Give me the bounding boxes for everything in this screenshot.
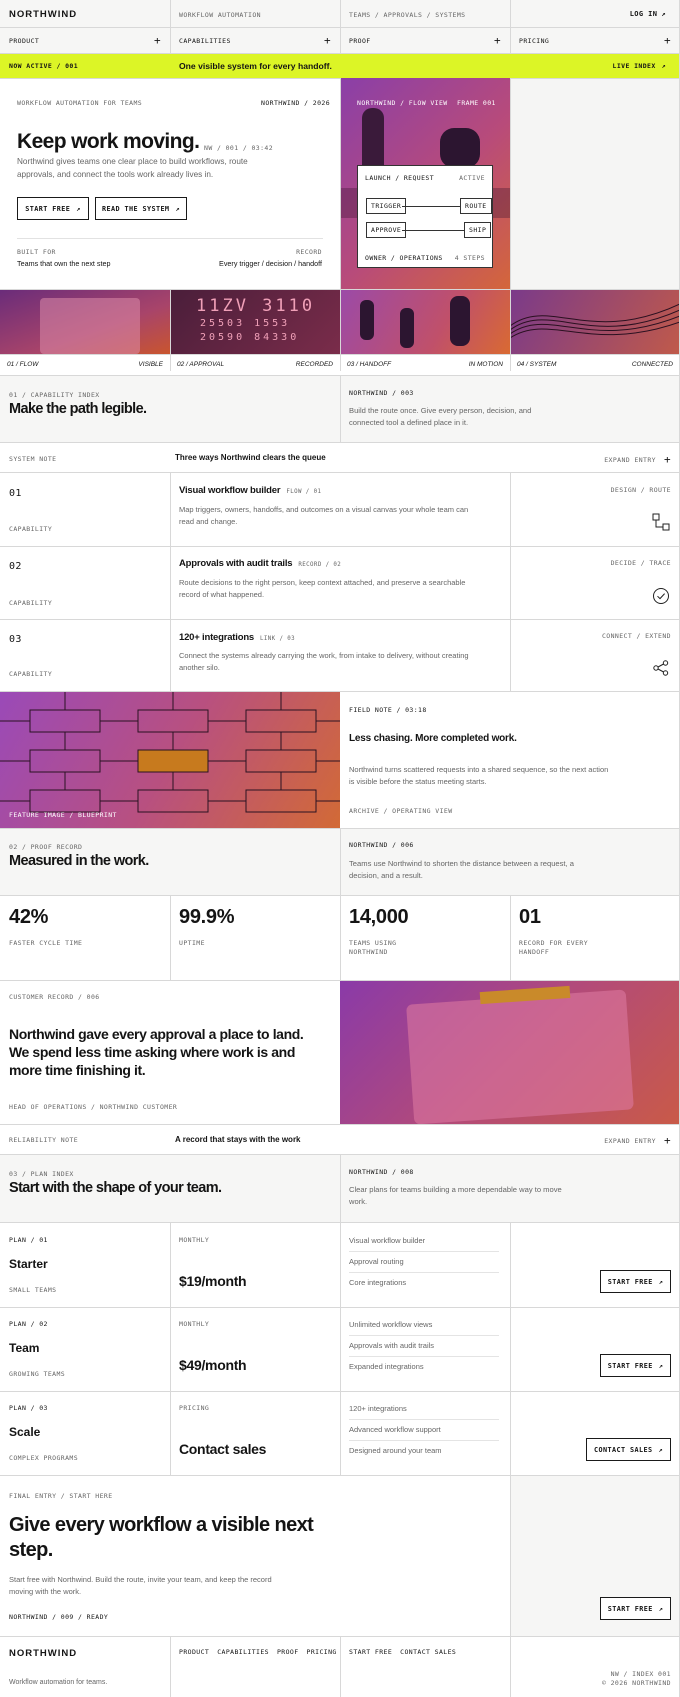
flow-card-status: ACTIVE [459, 174, 485, 182]
live-index-link[interactable] [613, 62, 666, 70]
hero-image-caption [357, 99, 448, 107]
plan-feature: Approvals with audit trails [349, 1341, 435, 1350]
footer-link-product[interactable]: PRODUCT [179, 1648, 210, 1656]
plus-icon: + [663, 1134, 671, 1147]
feature-image-caption: FEATURE IMAGE / BLUEPRINT [9, 811, 117, 819]
plan-audience: COMPLEX PROGRAMS [9, 1454, 79, 1462]
built-for-label: BUILT FOR [17, 248, 56, 256]
nav-link-workflow[interactable]: WORKFLOW AUTOMATION [179, 11, 261, 19]
pricing-title: Start with the shape of your team. [9, 1180, 222, 1196]
folder-shape [40, 298, 140, 354]
strip-caption-left: 01 / FLOW [7, 361, 39, 368]
plan-feature: Visual workflow builder [349, 1236, 426, 1245]
capability-verb: CONNECT / EXTEND [601, 632, 671, 640]
flow-card-steps: 4 STEPS [454, 254, 485, 262]
capability-tag: CAPABILITY [9, 670, 53, 678]
capability-title-text: Visual workflow builder [179, 485, 281, 496]
capabilities-meta: NORTHWIND / 003 [349, 389, 414, 397]
stat-value: 14,000 [349, 906, 409, 928]
arrow-icon: ↗ [658, 1361, 664, 1370]
pricing-meta: NORTHWIND / 008 [349, 1168, 414, 1176]
expand-entry-button[interactable] [604, 453, 671, 466]
banner-status: NOW ACTIVE / 001 [9, 62, 79, 70]
stat-label: FASTER CYCLE TIME [9, 939, 83, 947]
plus-icon: + [663, 34, 671, 47]
plus-icon: + [493, 34, 501, 47]
capability-number: 01 [9, 488, 22, 499]
plan-code: PLAN / 02 [9, 1320, 48, 1328]
blueprint-diagram [0, 692, 340, 828]
plan-audience: SMALL TEAMS [9, 1286, 57, 1294]
capability-code: FLOW / 01 [286, 489, 322, 495]
strip-caption-right: RECORDED [295, 361, 333, 368]
capability-code: LINK / 03 [260, 636, 296, 642]
contact-sales-button[interactable] [586, 1438, 671, 1461]
plan-feature: Approval routing [349, 1257, 404, 1266]
sign-text: 11ZV 3110 [196, 296, 316, 316]
stat-value: 01 [519, 906, 541, 928]
arrow-icon: ↗ [661, 10, 666, 18]
caption-left: NORTHWIND / FLOW VIEW [357, 99, 448, 107]
proof-meta: NORTHWIND / 006 [349, 841, 414, 849]
nav-link-teams[interactable]: TEAMS / APPROVALS / SYSTEMS [349, 11, 466, 19]
final-eyebrow: FINAL ENTRY / START HERE [9, 1492, 113, 1500]
footer-links-a [179, 1648, 337, 1656]
plus-icon: + [323, 34, 331, 47]
capability-description: Route decisions to the right person, keep context attached, and preserve a searchable record of what happened. [179, 578, 466, 599]
plan-cta-label: CONTACT SALES [594, 1445, 653, 1454]
footer-link-proof[interactable]: PROOF [276, 1648, 299, 1656]
plan-period: MONTHLY [179, 1320, 210, 1328]
capability-tag: CAPABILITY [9, 599, 53, 607]
pricing-eyebrow: 03 / PLAN INDEX [9, 1170, 74, 1178]
capability-verb: DESIGN / ROUTE [610, 486, 671, 494]
route-icon [652, 513, 670, 531]
capability-title-text: 120+ integrations [179, 632, 255, 643]
strip-caption-2 [177, 361, 333, 368]
announcement-banner [0, 54, 680, 78]
start-free-label: START FREE [25, 204, 71, 213]
menu-pricing[interactable] [519, 34, 671, 47]
capability-verb: DECIDE / TRACE [610, 559, 671, 567]
strip-caption-3 [347, 361, 503, 368]
reliability-note-text: A record that stays with the work [175, 1135, 301, 1144]
record-label: RECORD [296, 248, 322, 256]
read-system-button[interactable] [95, 197, 187, 220]
capabilities-title: Make the path legible. [9, 401, 147, 417]
plan-feature: 120+ integrations [349, 1404, 407, 1413]
final-body: Start free with Northwind. Build the route, invite your team, and keep the record moving with the work. [9, 1575, 272, 1596]
banner-headline: One visible system for every handoff. [179, 61, 332, 71]
flow-card-owner: OWNER / OPERATIONS [365, 254, 443, 262]
plan-row-scale [0, 1392, 680, 1475]
plan-price: $49/month [179, 1357, 247, 1373]
plan-code: PLAN / 01 [9, 1236, 48, 1244]
plan-row-team [0, 1308, 680, 1392]
plan-name: Team [9, 1341, 40, 1355]
system-note-label: SYSTEM NOTE [9, 455, 57, 463]
feature-body: Northwind turns scattered requests into a shared sequence, so the next action is visible before the status meeting starts. [349, 765, 609, 786]
flow-card[interactable] [357, 165, 493, 268]
read-system-label: READ THE SYSTEM [102, 204, 170, 213]
plan-start-free-button[interactable] [600, 1354, 671, 1377]
flow-card-title: LAUNCH / REQUEST [365, 174, 435, 182]
footer-link-capabilities[interactable]: CAPABILITIES [217, 1648, 269, 1656]
pricing-body: Clear plans for teams building a more dependable way to move work. [349, 1185, 562, 1206]
built-for-value: Teams that own the next step [17, 259, 111, 268]
arrow-icon: ↗ [175, 204, 180, 213]
plan-feature: Core integrations [349, 1278, 407, 1287]
stat-label: UPTIME [179, 939, 205, 947]
flow-node-approve[interactable]: APPROVE [366, 222, 406, 238]
share-icon [652, 659, 670, 677]
capability-row[interactable] [0, 620, 680, 691]
expand-label: EXPAND ENTRY [604, 1136, 656, 1145]
capability-description: Map triggers, owners, handoffs, and outcomes on a visual canvas your whole team can read and change. [179, 505, 469, 526]
footer-link-contact-sales[interactable]: CONTACT SALES [400, 1648, 457, 1656]
testimonial-image [340, 981, 680, 1124]
strip-caption-left: 02 / APPROVAL [177, 361, 225, 368]
footer-links-b [349, 1648, 456, 1656]
plan-start-free-button[interactable] [600, 1270, 671, 1293]
arrow-icon: ↗ [661, 62, 666, 70]
final-title: Give every workflow a visible next step. [9, 1514, 314, 1561]
system-note-text: Three ways Northwind clears the queue [175, 453, 326, 462]
strip-image-handoff [340, 290, 510, 354]
plus-icon: + [663, 453, 671, 466]
check-circle-icon [652, 587, 670, 605]
final-start-free-button[interactable] [600, 1597, 671, 1620]
final-meta: NORTHWIND / 009 / READY [9, 1613, 109, 1621]
flow-node-trigger[interactable]: TRIGGER [366, 198, 406, 214]
arrow-icon: ↗ [658, 1604, 664, 1613]
plan-audience: GROWING TEAMS [9, 1370, 66, 1378]
strip-caption-right: VISIBLE [138, 361, 163, 368]
brand-logo[interactable]: NORTHWIND [9, 9, 78, 20]
login-label: LOG IN [629, 10, 658, 18]
final-cta-label: START FREE [607, 1604, 653, 1613]
capabilities-eyebrow: 01 / CAPABILITY INDEX [9, 391, 100, 399]
flow-node-ship[interactable]: SHIP [464, 222, 491, 238]
expand-label: EXPAND ENTRY [604, 455, 656, 464]
hero-eyebrow-right: NORTHWIND / 2026 [261, 99, 331, 107]
strip-caption-left: 04 / SYSTEM [517, 361, 557, 368]
reliability-note-label: RELIABILITY NOTE [9, 1136, 79, 1144]
plus-icon: + [153, 34, 161, 47]
feature-footer: ARCHIVE / OPERATING VIEW [349, 807, 453, 815]
footer-link-pricing[interactable]: PRICING [306, 1648, 337, 1656]
hero-body: Northwind gives teams one clear place to build workflows, route approvals, and connect the tools work already lives in. [17, 157, 248, 179]
testimonial-attribution: HEAD OF OPERATIONS / NORTHWIND CUSTOMER [9, 1103, 178, 1111]
proof-title: Measured in the work. [9, 853, 149, 869]
stat-label: TEAMS USING NORTHWIND [349, 939, 397, 956]
plan-period: MONTHLY [179, 1236, 210, 1244]
hero-title-meta: NW / 001 / 03:42 [204, 144, 274, 152]
proof-eyebrow: 02 / PROOF RECORD [9, 843, 83, 851]
menu-label: CAPABILITIES [179, 37, 231, 45]
hero-image-frame: FRAME 001 [457, 99, 496, 107]
strip-image-flow [0, 290, 170, 354]
plan-price: $19/month [179, 1273, 247, 1289]
blueprint-image [0, 692, 340, 828]
plan-feature: Designed around your team [349, 1446, 442, 1455]
stat-label: RECORD FOR EVERY HANDOFF [519, 939, 589, 956]
plan-price: Contact sales [179, 1441, 267, 1457]
plan-period: PRICING [179, 1404, 210, 1412]
menu-capabilities[interactable] [179, 34, 331, 47]
footer-tagline: Workflow automation for teams. [9, 1679, 108, 1686]
capability-title [179, 632, 295, 643]
capability-code: RECORD / 02 [298, 562, 342, 568]
menu-label: PRICING [519, 37, 550, 45]
footer-copyright: © 2026 NORTHWIND [601, 1679, 671, 1687]
start-free-button[interactable] [17, 197, 89, 220]
strip-caption-1 [7, 361, 163, 368]
stat-value: 42% [9, 906, 49, 928]
expand-entry-button[interactable] [604, 1134, 671, 1147]
plan-code: PLAN / 03 [9, 1404, 48, 1412]
wave-lines [510, 290, 680, 354]
plan-feature: Advanced workflow support [349, 1425, 441, 1434]
capability-row[interactable] [0, 473, 680, 546]
login-link[interactable] [630, 10, 666, 18]
arrow-icon: ↗ [658, 1277, 664, 1286]
footer-index: NW / INDEX 001 [610, 1670, 671, 1678]
flow-node-route[interactable]: ROUTE [460, 198, 492, 214]
silhouette [440, 128, 480, 168]
plan-row-starter [0, 1223, 680, 1307]
capability-description: Connect the systems already carrying the work, from intake to delivery, without creating another silo. [179, 651, 469, 672]
arrow-icon: ↗ [658, 1445, 663, 1454]
arrow-icon: ↗ [76, 204, 81, 213]
live-index-label: LIVE INDEX [612, 62, 656, 70]
folder-shape [406, 989, 634, 1124]
hero-title: Keep work moving. [17, 130, 200, 153]
feature-title: Less chasing. More completed work. [349, 733, 517, 744]
stat-value: 99.9% [179, 906, 235, 928]
plan-name: Starter [9, 1257, 48, 1271]
hero-eyebrow: WORKFLOW AUTOMATION FOR TEAMS [17, 99, 143, 107]
capability-title-text: Approvals with audit trails [179, 558, 293, 569]
capability-number: 03 [9, 634, 22, 645]
capability-number: 02 [9, 561, 22, 572]
proof-body: Teams use Northwind to shorten the distance between a request, a decision, and a result. [349, 859, 574, 880]
strip-caption-left: 03 / HANDOFF [347, 361, 392, 368]
feature-note: FIELD NOTE / 03:18 [349, 706, 427, 714]
strip-caption-4 [517, 361, 673, 368]
strip-image-system [510, 290, 680, 354]
plan-cta-label: START FREE [607, 1277, 653, 1286]
sign-text: 25503 1553 [200, 318, 291, 329]
plan-feature: Expanded integrations [349, 1362, 424, 1371]
testimonial-eyebrow: CUSTOMER RECORD / 006 [9, 993, 100, 1001]
capability-tag: CAPABILITY [9, 525, 53, 533]
testimonial-quote: Northwind gave every approval a place to land. We spend less time asking where work is and more time finishing it. [9, 1026, 304, 1078]
capability-title [179, 485, 321, 496]
strip-image-approval [170, 290, 340, 354]
record-value: Every trigger / decision / handoff [219, 259, 322, 268]
plan-feature: Unlimited workflow views [349, 1320, 433, 1329]
menu-proof[interactable] [349, 34, 501, 47]
sign-text: 20590 84330 [200, 332, 300, 343]
menu-label: PRODUCT [9, 37, 40, 45]
capability-title [179, 558, 341, 569]
capabilities-body: Build the route once. Give every person, decision, and connected tool a defined place in it. [349, 406, 532, 427]
strip-caption-right: IN MOTION [468, 361, 503, 368]
menu-label: PROOF [349, 37, 371, 45]
footer-brand[interactable]: NORTHWIND [9, 1648, 78, 1659]
footer-link-start-free[interactable]: START FREE [349, 1648, 393, 1656]
strip-caption-right: CONNECTED [631, 361, 673, 368]
plan-name: Scale [9, 1425, 41, 1439]
plan-cta-label: START FREE [607, 1361, 653, 1370]
menu-product[interactable] [9, 34, 161, 47]
capability-row[interactable] [0, 547, 680, 619]
silhouette [362, 108, 384, 168]
hero-side-panel [511, 79, 680, 289]
